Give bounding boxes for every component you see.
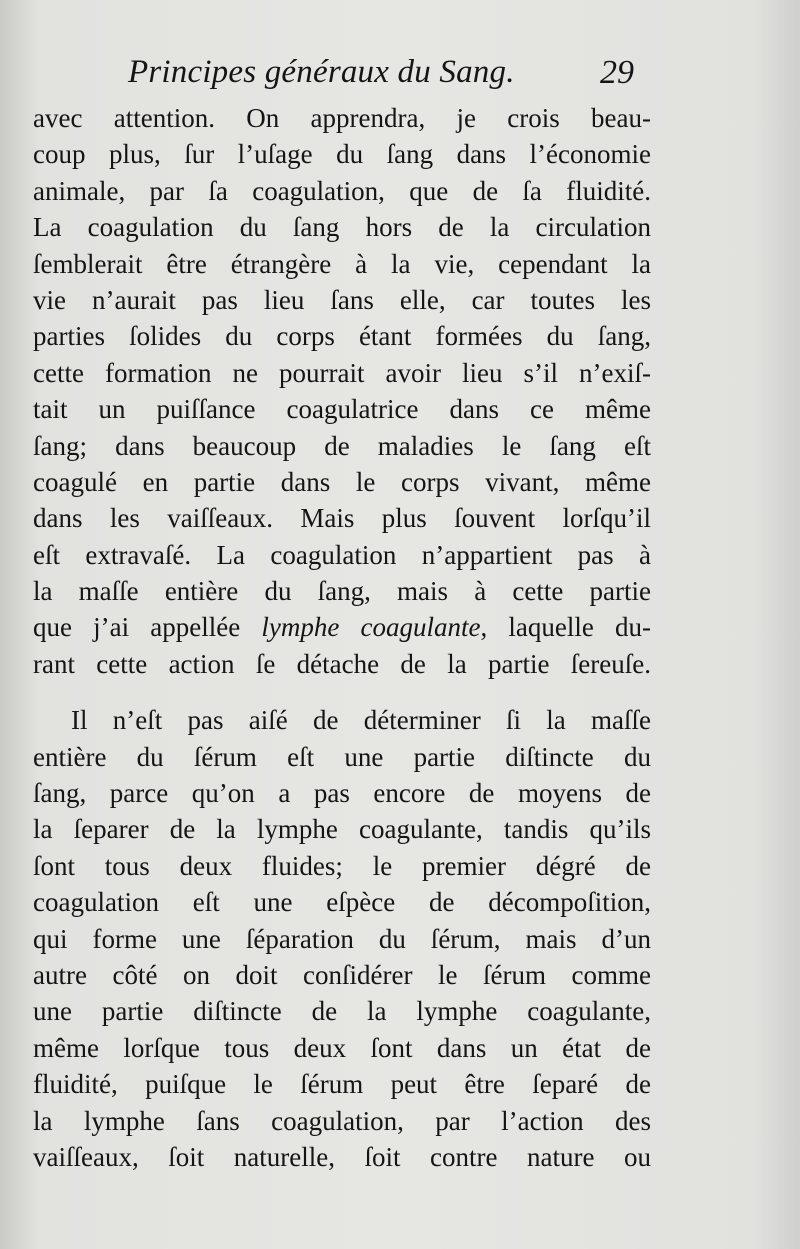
text-segment: , laquelle du- — [480, 612, 651, 643]
text-line: une partie diſtincte de la lymphe coagulante, — [33, 996, 651, 1027]
text-line: la lymphe ſans coagulation, par l’action des — [33, 1105, 651, 1136]
text-line: vie n’aurait pas lieu ſans elle, car toutes les — [33, 284, 651, 315]
text-line: La coagulation du ſang hors de la circulation — [33, 212, 651, 243]
paragraph-gap — [33, 682, 651, 702]
text-line: même lorſque tous deux ſont dans un état de — [33, 1032, 651, 1063]
running-title: Principes généraux du Sang. — [128, 54, 515, 90]
body-text — [33, 100, 651, 1175]
text-line: cette formation ne pourrait avoir lieu s’il n’exiſ- — [33, 357, 651, 388]
text-line: Il n’eſt pas aiſé de déterminer ſi la maſſe — [71, 705, 651, 736]
paragraph-2 — [33, 702, 651, 1175]
italic-term: lymphe coagulante — [261, 612, 481, 643]
text-line: tait un puiſſance coagulatrice dans ce même — [33, 394, 651, 425]
text-line: eſt extravaſé. La coagulation n’appartient pas à — [33, 539, 651, 570]
text-line: ſang, parce qu’on a pas encore de moyens de — [33, 778, 651, 809]
text-line: la maſſe entière du ſang, mais à cette partie — [33, 576, 651, 607]
text-line: ſemblerait être étrangère à la vie, cependant la — [33, 248, 651, 279]
text-line: ſang; dans beaucoup de maladies le ſang eſt — [33, 430, 651, 461]
text-line: avec attention. On apprendra, je crois beau- — [33, 103, 651, 133]
text-line: parties ſolides du corps étant formées du ſang, — [33, 321, 651, 352]
text-line: dans les vaiſſeaux. Mais plus ſouvent lorſqu’il — [33, 503, 651, 534]
text-line: animale, par ſa coagulation, que de ſa fluidité. — [33, 175, 651, 206]
text-line: rant cette action ſe détache de la partie ſereuſe. — [33, 648, 651, 679]
paragraph-1 — [33, 100, 651, 682]
text-line: entière du ſérum eſt une partie diſtincte du — [33, 741, 651, 772]
text-line: autre côté on doit conſidérer le ſérum comme — [33, 959, 651, 990]
text-line: coagulation eſt une eſpèce de décompoſition, — [33, 887, 651, 918]
page-number: 29 — [600, 54, 634, 91]
text-line: fluidité, puiſque le ſérum peut être ſeparé de — [33, 1069, 651, 1100]
text-segment: que j’ai appellée — [33, 612, 262, 643]
running-head — [0, 52, 800, 102]
text-line: qui forme une ſéparation du ſérum, mais d’un — [33, 923, 651, 954]
text-line: ſont tous deux fluides; le premier dégré de — [33, 850, 651, 881]
text-line-with-italic — [33, 609, 651, 645]
text-line: coagulé en partie dans le corps vivant, même — [33, 466, 651, 497]
text-line: vaiſſeaux, ſoit naturelle, ſoit contre nature ou — [33, 1141, 651, 1172]
text-line: coup plus, ſur l’uſage du ſang dans l’économie — [33, 139, 651, 170]
text-line: la ſeparer de la lymphe coagulante, tandis qu’ils — [33, 814, 651, 845]
